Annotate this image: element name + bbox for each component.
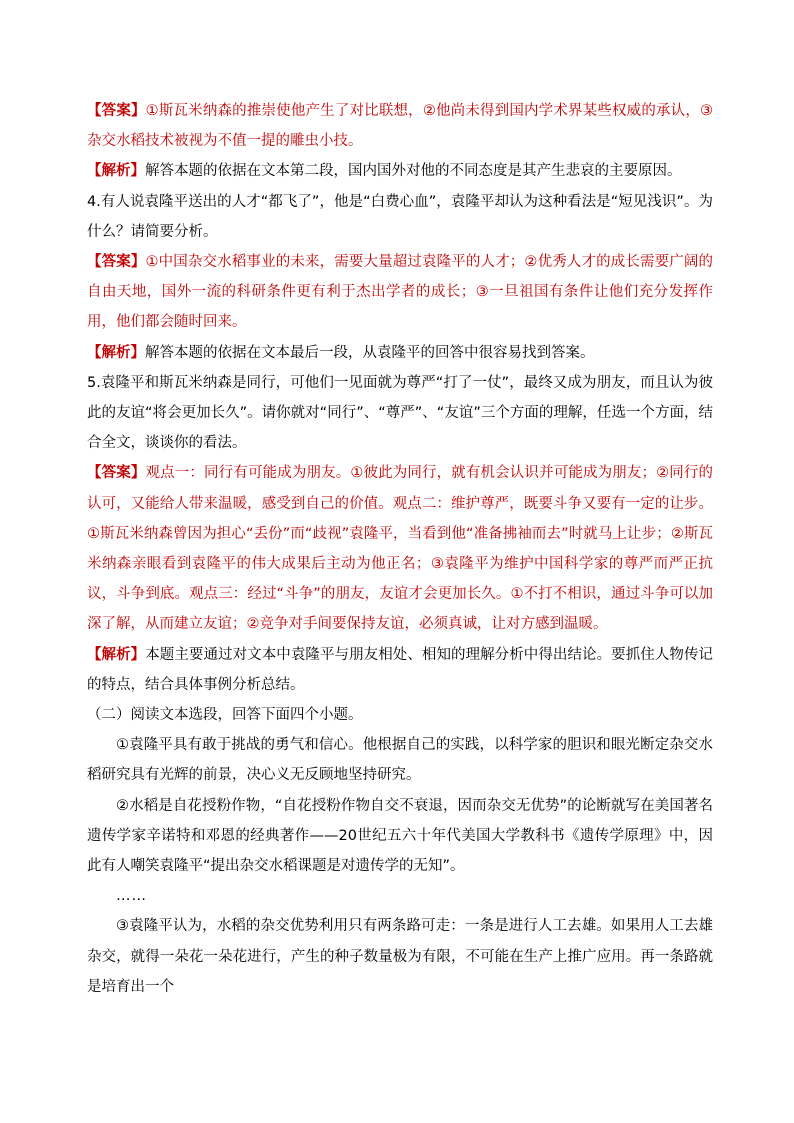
answer-text: 观点一：同行有可能成为朋友。①彼此为同行，就有机会认识并可能成为朋友；②同行的认可，又能给人带来温暖，感受到自己的价值。观点二：维护尊严，既要斗争又要有一定的让步。①斯瓦米纳森曾因为担心“丢份”而“歧视”袁隆平，当看到他“准备拂袖而去”时就马上让步；②斯瓦米纳森亲眼看到袁隆平的伟大成果后主动为他正名；③袁隆平为维护中国科学家的尊严而严正抗议，斗争到底。观点三：经过“斗争”的朋友，友谊才会更加长久。①不打不相识，通过斗争可以加深了解，从而建立友谊；②竞争对手间要保持友谊，必须真诚，让对方感到温暖。 (87, 465, 714, 633)
answer-tag: 【答案】 (87, 254, 146, 271)
section-heading: （二）阅读文本选段，回答下面四个小题。 (87, 707, 363, 724)
document-content (87, 96, 713, 1002)
analysis-block (87, 338, 713, 368)
answer-text: ①中国杂交水稻事业的未来，需要大量超过袁隆平的人才；②优秀人才的成长需要广阔的自由天地，国外一流的科研条件更有利于杰出学者的成长；③一旦祖国有条件让他们充分发挥作用，他们都会随时回来。 (87, 254, 714, 331)
answer-block (87, 96, 713, 156)
passage-paragraph-3: ③袁隆平认为，水稻的杂交优势利用只有两条路可走：一条是进行人工去雄。如果用人工去雄杂交，就得一朵花一朵花进行，产生的种子数量极为有限，不可能在生产上推广应用。再一条路就是培育出一个 (87, 918, 713, 995)
question-5: 5.袁隆平和斯瓦米纳森是同行，可他们一见面就为尊严“打了一仗”，最终又成为朋友，而且认为彼此的友谊“将会更加长久”。请你就对“同行”、“尊严”、“友谊”三个方面的理解，任选一个方面，结合全文，谈谈你的看法。 (87, 374, 713, 452)
answer-block (87, 247, 713, 338)
answer-tag: 【答案】 (87, 103, 146, 119)
analysis-text: 本题主要通过对文本中袁隆平与朋友相处、相知的理解分析中得出结论。要抓住人物传记的特点，结合具体事例分析总结。 (87, 646, 714, 693)
passage-paragraph-2: ②水稻是自花授粉作物，“自花授粉作物自交不衰退，因而杂交无优势”的论断就写在美国著名遗传学家辛诺特和邓恩的经典著作——20世纪五六十年代美国大学教科书《遗传学原理》中，因此有人嘲笑袁隆平“提出杂交水稻课题是对遗传学的无知”。 (87, 797, 713, 875)
analysis-tag: 【解析】 (87, 646, 146, 663)
question-4: 4.有人说袁隆平送出的人才“都飞了”，他是“白费心血”，袁隆平却认为这种看法是“短见浅识”。为什么？请简要分析。 (87, 193, 713, 240)
analysis-block (87, 156, 713, 186)
analysis-tag: 【解析】 (87, 163, 145, 180)
answer-block (87, 458, 713, 639)
passage-paragraph-1: ①袁隆平具有敢于挑战的勇气和信心。他根据自己的实践，以科学家的胆识和眼光断定杂交水稻研究具有光辉的前景，决心义无反顾地坚持研究。 (87, 737, 713, 784)
analysis-tag: 【解析】 (87, 344, 145, 361)
analysis-block (87, 640, 713, 700)
answer-tag: 【答案】 (87, 465, 146, 482)
analysis-text: 解答本题的依据在文本第二段，国内国外对他的不同态度是其产生悲哀的主要原因。 (145, 163, 682, 180)
analysis-text: 解答本题的依据在文本最后一段，从袁隆平的回答中很容易找到答案。 (145, 344, 595, 361)
answer-text: ①斯瓦米纳森的推崇使他产生了对比联想，②他尚未得到国内学术界某些权威的承认，③杂交水稻技术被视为不值一提的雕虫小技。 (87, 103, 713, 150)
passage-ellipsis: …… (116, 888, 147, 905)
